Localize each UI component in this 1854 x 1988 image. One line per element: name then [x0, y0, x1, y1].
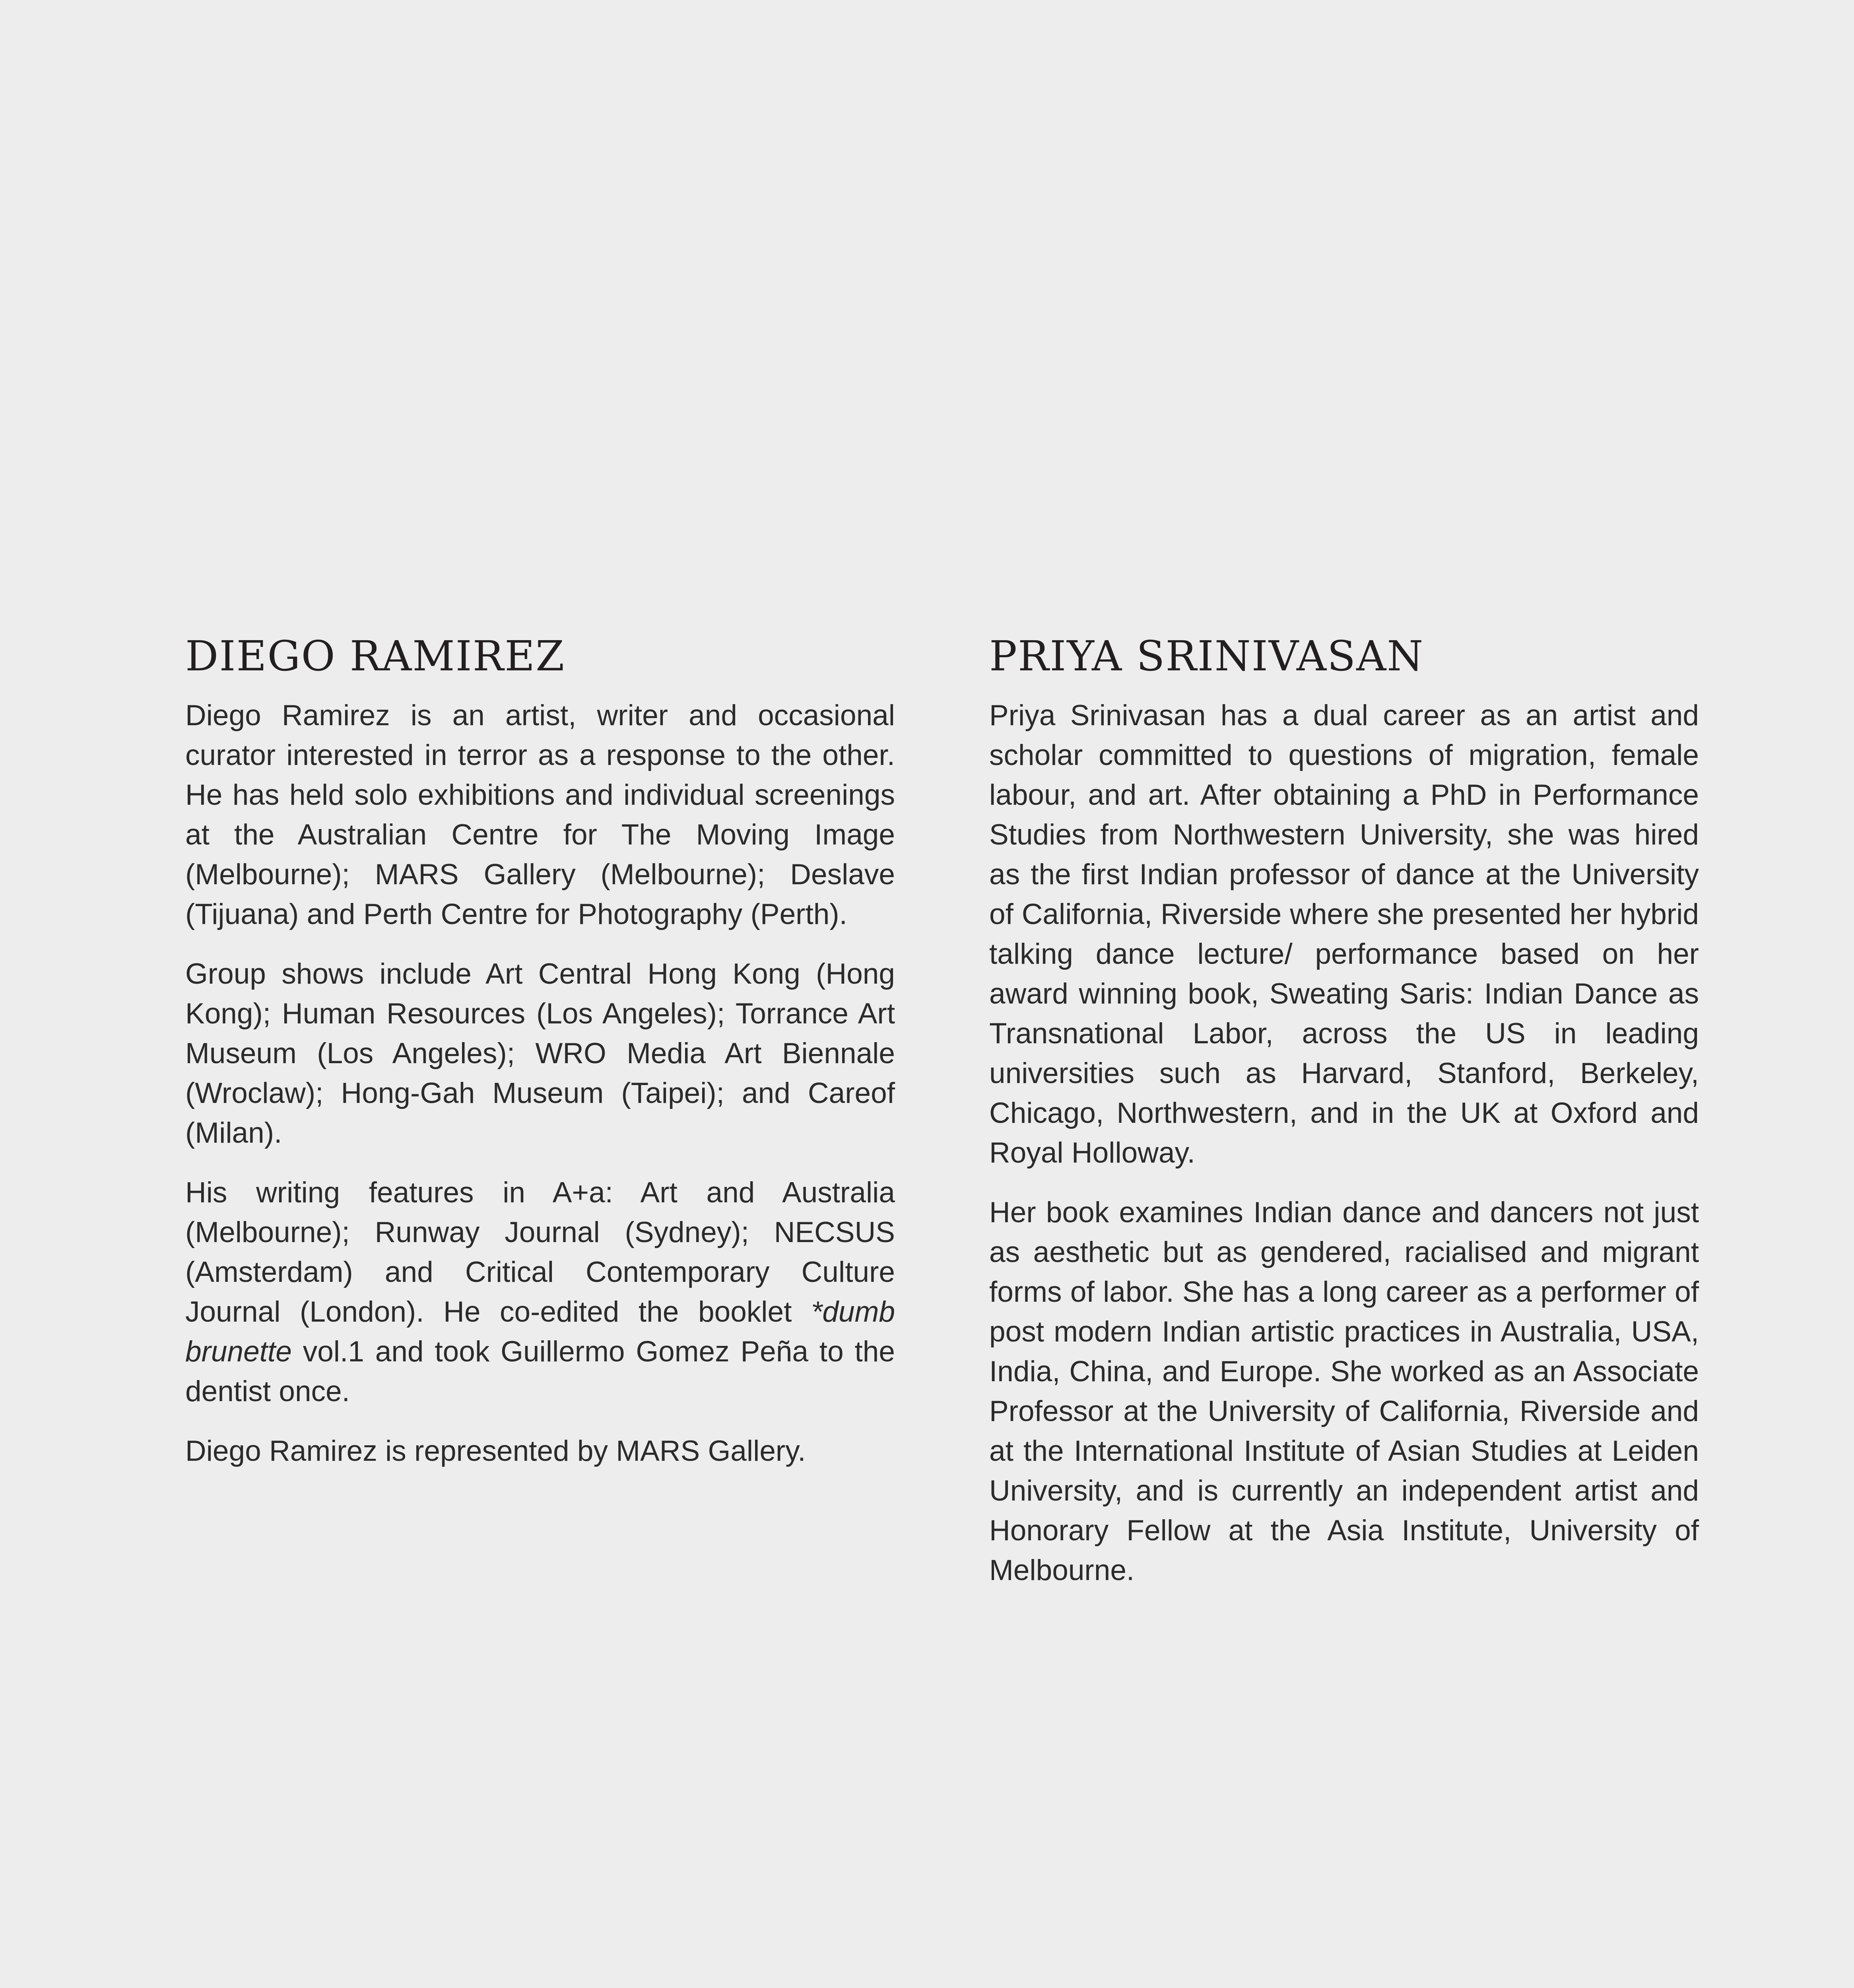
representation-note: Diego Ramirez is represented by MARS Gallery.	[185, 1435, 806, 1467]
writing-text-after: vol.1 and took Guillermo Gomez Peña to the dentist once.	[185, 1336, 895, 1408]
bio-paragraph: Priya Srinivasan has a dual career as an artist and scholar committed to questions of migration, female labour, and art. After obtaining a PhD in Performance Studies from Northwestern University, she was hired as the first Indian professor of dance at the University of California, Riverside where she presented her hybrid talking dance lecture/ performance based on her award winning book, Sweating Saris: Indian Dance as Transnational Labor, across the US in leading universities such as Harvard, Stanford, Berkeley, Chicago, Northwestern, and in the UK at Oxford and Royal Holloway.	[989, 699, 1699, 1169]
bio-paragraph: Group shows include Art Central Hong Kong (Hong Kong); Human Resources (Los Angeles); Torrance Art Museum (Los Angeles); WRO Media Art Biennale (Wroclaw); Hong-Gah Museum (Taipei); and Careof (Milan).	[185, 958, 895, 1149]
bio-column-diego-ramirez	[185, 632, 895, 1491]
bio-heading-priya-srinivasan: PRIYA SRINIVASAN	[989, 632, 1424, 680]
bio-paragraph: Diego Ramirez is an artist, writer and occasional curator interested in terror as a response to the other. He has held solo exhibitions and individual screenings at the Australian Centre for The Moving Image (Melbourne); MARS Gallery (Melbourne); Deslave (Tijuana) and Perth Centre for Photography (Perth).	[185, 699, 895, 930]
bio-paragraph: Her book examines Indian dance and dancers not just as aesthetic but as gendered, racialised and migrant forms of labor. She has a long career as a performer of post modern Indian artistic practices in Australia, USA, India, China, and Europe. She worked as an Associate Professor at the University of California, Riverside and at the International Institute of Asian Studies at Leiden University, and is currently an independent artist and Honorary Fellow at the Asia Institute, University of Melbourne.	[989, 1196, 1699, 1586]
bio-column-priya-srinivasan	[989, 632, 1699, 1610]
booklet-title: *dumb brunette	[185, 1296, 895, 1368]
bio-heading-diego-ramirez: DIEGO RAMIREZ	[185, 632, 565, 680]
bio-paragraph-writing	[185, 1173, 895, 1411]
writing-text-before: His writing features in A+a: Art and Australia (Melbourne); Runway Journal (Sydney); NECSUS (Amsterdam) and Critical Contemporary Culture Journal (London). He co-edited the booklet	[185, 1176, 895, 1328]
